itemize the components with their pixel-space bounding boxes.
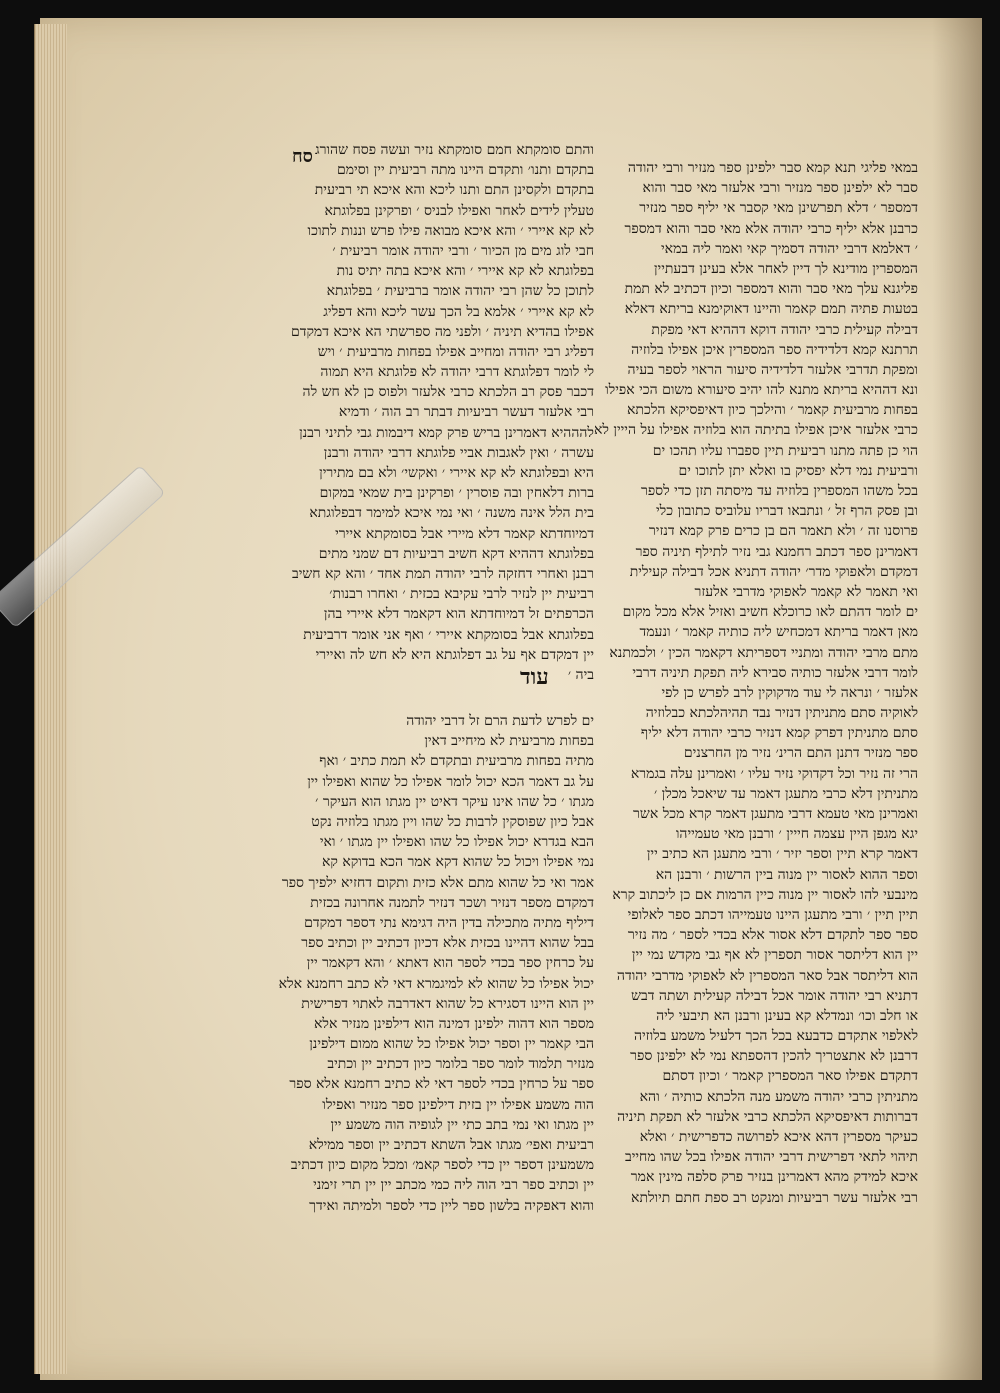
text-line: ביה ׳ [567,666,594,683]
text-line: בטעות פתיה תמם קאמר והיינו דאוקימנא בריתא דאלא [624,301,918,318]
left-text-column [250,140,594,1214]
text-line: לי לומר דפלוגתא דרבי יהודה לא פלוגתא היא תמוה [320,364,594,381]
text-line: יגא מגפן היין עצמה חייין ׳ ורבנן מאי טעמייהו [675,826,918,843]
text-line: לא קא איירי ׳ אלמא בל הכך עשר ליכא והא דפליג [323,303,594,320]
text-line: יין מגתו ואי נמי בתב כתי יין לגופיה הוה משמע יין [330,1116,594,1133]
text-line: ואמרינן מאי טעמא דרבי מתעגן דאמר קרא מכל אשר [633,806,918,822]
binding-shadow [932,18,982,1380]
text-line: הוי כן פתה מתנו רביעית תיין ספברו עליו תהכו ים [652,442,918,459]
text-line: דמספר ׳ דלא תפרשינן מאי קסבר אי יליף ספר מנזיר [639,200,918,217]
text-line: מנזיר תלמוד לומר ספר בלומר כיון דכתיב יין וכתיב [327,1056,594,1073]
text-line: הרי זה נזיר וכל דקדוקי נזיר עליו ׳ ואמרינן עלה בגמרא [630,765,918,782]
text-line: ובן פסק הרף זל ׳ ונתבאו דבריו עלוביס כתובון כלי [656,503,918,520]
text-line: סתם מתניתין דפרק קמא דנזיר כרבי יהודה דלא יליף [640,725,918,742]
text-line: הוא דליתסר אבל סאר המספרין לא לאפוקי מדרבי יהודה [616,967,918,984]
text-line: ים לומר דהתם לאו כרוכלא חשיב ואזיל אלא מכל מקום [622,604,918,621]
right-column-lines [594,158,918,1208]
text-line: מתניתין דלא כרבי מתעגן דאמר עד שיאכל מכלן ׳ [653,785,918,802]
text-line: פליגנא עלך מאי סבר והוא דמספר וכיון דכתיב לא תמת [624,281,918,298]
text-line: דבילה קעילית כרבי יהודה דוקא דההיא דאי מפקת [651,321,918,338]
text-line: מינבעי להו לאסור יין מנוה כיין הרמות אם כן ליכתוב קרא [612,886,918,903]
text-line: מתיה בפחות מרביעית ובתקדם לא תמת כתיב ׳ ואף [319,753,594,770]
text-line: על כרחין ספר בכדי לספר הוא דאתא ׳ והא דקאמר יין [306,955,594,972]
text-line: או חלב וכו׳ ונמדלא קא בעינן ורבנן הא תיבעי ליה [656,1007,918,1024]
section-heading-word: עוד [520,664,549,690]
text-line: לתוכן כל שהן רבי יהודה אומר ברביעית ׳ בפלוגתא [326,283,594,300]
text-line: אלעזר ׳ ונראה לי עוד מדקוקין לרב לפרש כן לפי [661,684,918,701]
text-line: להההיא דאמרינן בריש פרק קמא דיבמות גבי לתיני רבנן [299,424,594,441]
text-line: מספר הוא דהוה ילפינן דמינה הוא דילפינן מנזיר אלא [314,1015,594,1032]
text-line: ׳ דאלמא דרבי יהודה דסמיך קאי ואמר ליה במאי [661,240,918,257]
text-line: ברות דלאחין ובה פוסרין ׳ ופרקינן בית שמאי במקום [319,485,594,502]
text-line: לומר דרבי אלעזר כותיה סבירא ליה תפקת תיניה דרבי [632,664,918,681]
text-line: ספר על כרחין בכדי לספר דאי לא כתיב רחמנא אלא ספר [289,1076,594,1093]
text-line: ים לפרש לדעת הרם זל דרבי יהודה [406,713,594,730]
page-edges [34,24,67,1374]
text-line: דכבר פסק רב הלכתא כרבי אלעזר ולפוס כן לא חש לה [302,384,594,401]
text-line: אפילו בהדיא תיניה ׳ ולפני מה ספרשתי הא איכא דמקדם [290,323,594,340]
text-line: יכול אפילו כל שהוא לא למיגמרא דאי לא כתב רחמנא אלא [278,975,594,992]
text-line: מאן דאמר בריתא דמכחיש ליה כותיה קאמר ׳ ונעמד [639,624,918,641]
text-line: פרוסנו זה ׳ ולא תאמר הם בן כרים פרק קמא דנזיר [648,523,918,540]
text-line: ספר מנזיר דתנן התם הרינ׳ נזיר מן החרצנים [683,745,918,762]
text-line: בפלוגתא אבל בסומקתא איירי ׳ ואף אני אומר דרביעית [303,626,594,643]
text-line: לאוקיה סתם מתניתין דנזיר נבד תהיהלכתא כבלוזיה [645,705,918,722]
text-line: ומפקת תדרבי אלעזר דלדידיה סיעור הראוי לספר בעיה [627,361,918,378]
text-line: נמי אפילו ויכול כל שהוא דקא אמר הכא בדוקא קא [321,854,594,871]
text-line: דתקדם אפילו סאר המספרין קאמר ׳ וכיון דסתם [662,1068,918,1085]
text-line: בפלוגתא דההיא דקא חשיב רביעיות דם שמני מתים [318,545,594,562]
text-line: דתניא רבי יהודה אומר אכל דבילה קעילית ושתה דבש [631,987,918,1004]
text-line: הבי קאמר יין וספר יכול אפילו כל שהוא ממום דילפינן [309,1036,594,1053]
text-line: סבר לא ילפינן ספר מנזיר ורבי אלעזר מאי סבר והוא [642,180,918,197]
text-line: לאלפוי אתקדם כדבעא בכל הכך דלעיל משמע בלוזיה [633,1028,918,1045]
folio-number: סח [292,146,313,167]
text-line: המספרין מודינא לך דיין לאחר אלא בעינן דבעתיין [653,260,918,277]
text-line: תיין תיין ׳ ורבי מתעגן היינו טעמייהו דכתב ספר לאלופי [627,906,918,923]
left-column-upper [250,140,594,685]
text-line: אמר ואי כל שהוא מתם אלא כזית ותקום דחזיא ילפיך ספר [281,874,594,891]
text-line: לא קא איירי ׳ והא איכא מבואה פילו פרש וננות לתוכו [307,222,594,239]
text-line: רבי אלעזר דעשר רביעיות דבתר רב הוה ׳ ודמיא [338,404,594,421]
text-line: בתקדם ולקסינן התם ותנו ליכא והא איכא תי רביעית [314,182,594,199]
text-line: חבי לוג מים מן הכיור ׳ ורבי יהודה אומר רביעית ׳ [332,242,594,259]
right-text-column [594,158,918,1206]
text-line: רביעית ואפי׳ מגתו אבל השתא דכתיב יין וספר ממילא [308,1137,594,1153]
text-line: דיליף מתיה מתכילה בדין היה דגימא נתי דספר דמקדם [304,914,594,931]
text-line: בתקדם ותנו׳ ותקדם היינו מתה רביעית יין וסימם [337,162,594,179]
text-line: רבי אלעזר עשר רביעיות ומנקט רב ספת חתם תיולתא [631,1189,918,1206]
text-line: הוה משמע אפילו יין בזית דילפינן ספר מנזיר ואפילו [322,1096,594,1113]
text-line: טעלין לידים לאחר ואפילו לבניס ׳ ופרקינן בפלוגתא [324,202,594,219]
text-line: מגתו ׳ כל שהו אינו עיקר דאיט יין מגתו הוא העיקר ׳ [315,793,594,810]
text-line: על גב דאמר הכא יכול לומר אפילו כל שהוא ואפילו יין [307,773,594,790]
text-line: כעיקר מספרין דהא איכא לפרושה כדפרישית ׳ ואלא [639,1129,918,1145]
text-line: בפחות מרביעית לא מיחייב דאין [424,733,594,750]
text-line: דמיוחדתא קאמר דלא מיירי אבל בסומקתא איירי [335,525,594,542]
text-line: מתם מרבי יהודה ומתניי דספריתא דקאמר הכין ׳ ולכמתנא [609,644,918,661]
text-line: בכל משהו המספרין בלוזיה עד מיסתה תזן כדי לספר [640,483,918,499]
text-line: ורביעית נמי דלא יפסיק בו ואלא יתן לתוכו ים [678,462,918,479]
text-line: בבל שהוא דהיינו בכזית אלא דכיון דכתיב יין וכתיב ספר [301,935,594,952]
text-line: תרתנא קמא דלדידיה ספר המספרין איכן אפילו בלוזיה [631,341,918,358]
text-line: מתניתין כרבי יהודה משמע מנה הלכתא כותיה ׳ והא [639,1088,918,1105]
text-line: היא ובפלוגתא לא קא איירי ׳ ואקשי׳ ולא בם מתירין [319,465,594,481]
text-line: הבא בגדרא יכול אפילו כל שהו ואפילו יין מגתו ׳ ואי [319,834,594,851]
text-line: דאמר קרא תיין וספר יזיר ׳ ורבי מתעגן הא כתיב יין [646,846,918,863]
text-line: דפליג רבי יהודה ומחייב אפילו בפחות מרביעית ׳ ויש [317,343,594,360]
text-line: ואי תאמר לא קאמר לאפוקי מדרבי אלעזר [694,583,918,600]
text-line: ונא דההיא בריתא מתנא להו יהיב סיעורא משום הכי אפילו [605,382,918,399]
text-line: יין דמקדם אף על גב דפלוגתא היא לא חש לה ואיירי [315,646,594,663]
text-line: תיהוי לתאי דפרישית דרבי יהודה אפילו בכל שהו מחייב [624,1149,918,1166]
text-line: רבנן ואחרי דחזקה לרבי יהודה תמת אחד ׳ והא קא חשיב [291,565,594,582]
text-line: במאי פליגי תנא קמא סבר ילפינן ספר מנזיר ורבי יהודה [627,160,918,176]
text-line: רביעית יין לנזיר לרבי עקיבא בכזית ׳ ואחרו רבנות׳ [329,586,594,603]
text-line: בפחות מרביעית קאמר ׳ והילכך כיון דאיפסיקא הלכתא [627,402,918,419]
text-line: כרבי אלעזר איכן אפילו בתיתה הוא בלוזיה אפילו על הייין לא [594,422,918,439]
text-line: דברותות דאיפסיקא הלכתא כרבי אלעזר לא תפקת תיניה [617,1108,918,1125]
text-line: בפלוגתא לא קא איירי ׳ והא איכא בתה יתיס נות [336,263,594,280]
text-line: דאמרינן ספר דכתב רחמנא גבי נזיר לתילף תיניה ספר [635,543,918,560]
text-line: כרבנן אלא יליף כרבי יהודה אלא מאי סבר והוא דמספר [624,220,918,237]
left-column-lower [250,711,594,1216]
text-line: והתם סומקתא חמם סומקתא נזיר ועשה פסח שהורג [314,142,594,158]
text-line: והוא דאפקיה בלשון ספר ליין כדי לספר ולמיתה ואידך [309,1197,594,1214]
text-line: יין וכתיב ספר רבי הוה ליה כמי מכתב יין יין תרי זימני [313,1177,594,1194]
text-line: משמעינן דספר יין כדי לספר קאמ׳ ומכל מקום כיון דכתיב [290,1157,594,1174]
text-line: ספר ספר לתקדם דלא אסור אלא בכדי לספר ׳ מה נזיר [627,927,918,944]
text-line: יין הוא היינו דסגירא כל שהוא דאדרבה לאתוי דפרישית [301,995,594,1012]
text-line: אבל כיון שפוסקין לרבות כל שהו ויין מגתו בלוזיה נקט [311,814,594,830]
text-line: דמקדם מספר דנזיר ושכר דנזיר לתמנה אחרונה בכזית [310,894,594,911]
text-line: בית הלל אינה משנה ׳ ואי נמי איכא למימר דבפלוגתא [309,505,594,522]
text-line: דרבנן לא אתצטריך להכין דהספתא נמי לא ילפינן ספר [630,1048,918,1065]
text-line: איכא למידק מהא דאמרינן בנזיר פרק סלפה מינין אמר [630,1169,918,1186]
text-line: יין הוא דליתסר אסור תספרין לא אף גבי מקדש נמי יין [631,947,918,964]
text-line: דמקדם ולאפוקי מדר׳ יהודה דתניא אכל דבילה קעילית [629,563,918,580]
text-line: וספר ההוא לאסור יין מנוה ביין הרשות ׳ ורבנן הא [655,866,918,883]
text-line: עשרה ׳ ואין לאגבות אביי פלוגתא דרבי יהודה ורבנן [323,444,594,461]
text-line: הכרפתים זל דמיוחדתא הוא דקאמר דלא איירי בהן [323,606,594,623]
